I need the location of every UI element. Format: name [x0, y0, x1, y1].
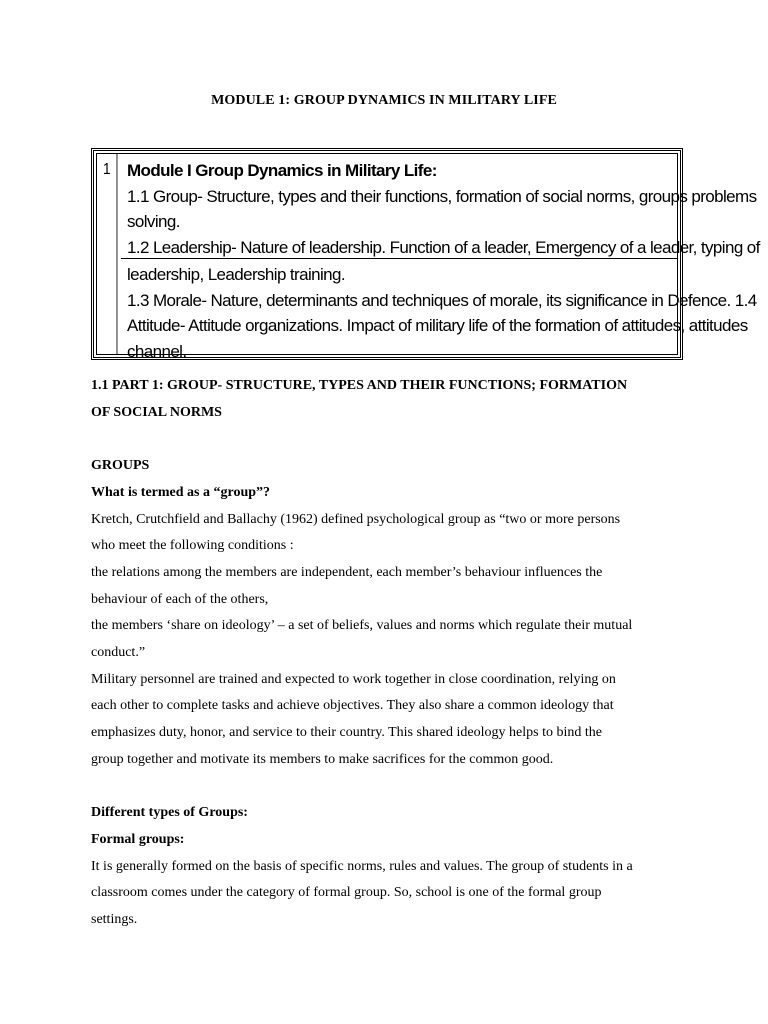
document-body	[91, 373, 681, 934]
syllabus-line: 1.2 Leadership- Nature of leadership. Function of a leader, Emergency of a leader, typing of	[127, 237, 760, 257]
paragraph-line: It is generally formed on the basis of specific norms, rules and values. The group of students in a	[91, 858, 633, 874]
section-heading: 1.1 PART 1: GROUP- STRUCTURE, TYPES AND THEIR FUNCTIONS; FORMATION	[91, 378, 628, 393]
paragraph-line: Military personnel are trained and expected to work together in close coordination, relying on	[91, 671, 616, 687]
syllabus-row-number: 1	[97, 154, 117, 354]
types-heading: Different types of Groups:	[91, 805, 248, 821]
paragraph-line: conduct.”	[91, 645, 146, 661]
paragraph-line: behaviour of each of the others,	[91, 591, 269, 607]
paragraph-line: each other to complete tasks and achieve objectives. They also share a common ideology that	[91, 698, 614, 714]
syllabus-row-1	[127, 158, 760, 260]
paragraph-line: classroom comes under the category of formal group. So, school is one of the formal group	[91, 885, 602, 901]
syllabus-row-2	[127, 262, 757, 364]
groups-heading: GROUPS	[91, 458, 150, 474]
paragraph-line: the relations among the members are independent, each member’s behaviour influences the	[91, 564, 603, 580]
syllabus-content	[127, 154, 760, 361]
syllabus-line: solving.	[127, 212, 180, 231]
document-title: MODULE 1: GROUP DYNAMICS IN MILITARY LIFE	[211, 93, 557, 108]
formal-groups-heading: Formal groups:	[91, 831, 185, 847]
paragraph-line: group together and motivate its members to make sacrifices for the common good.	[91, 751, 554, 767]
syllabus-line: 1.1 Group- Structure, types and their functions, formation of social norms, groups problems	[127, 186, 757, 206]
syllabus-line: Attitude- Attitude organizations. Impact of military life of the formation of attitudes, attitudes	[127, 316, 748, 335]
paragraph-line: Kretch, Crutchfield and Ballachy (1962) defined psychological group as “two or more persons	[91, 511, 621, 527]
syllabus-table-inner	[96, 153, 760, 361]
module-heading: Module I Group Dynamics in Military Life:	[127, 161, 437, 180]
paragraph-line: the members ‘share on ideology’ – a set of beliefs, values and norms which regulate their mutual	[91, 618, 633, 634]
syllabus-line: channel.	[127, 341, 187, 361]
syllabus-line: 1.3 Morale- Nature, determinants and techniques of morale, its significance in Defence. 1.4	[127, 290, 757, 310]
blank-line	[91, 774, 681, 801]
section-heading-continued: OF SOCIAL NORMS	[91, 404, 222, 420]
paragraph-line: settings.	[91, 912, 138, 928]
blank-line	[91, 426, 681, 453]
groups-question: What is termed as a “group”?	[91, 484, 271, 500]
syllabus-table	[91, 148, 760, 361]
paragraph-line: emphasizes duty, honor, and service to their country. This shared ideology helps to bind the	[91, 725, 602, 741]
syllabus-line: leadership, Leadership training.	[127, 265, 346, 284]
paragraph-line: who meet the following conditions :	[91, 538, 294, 554]
